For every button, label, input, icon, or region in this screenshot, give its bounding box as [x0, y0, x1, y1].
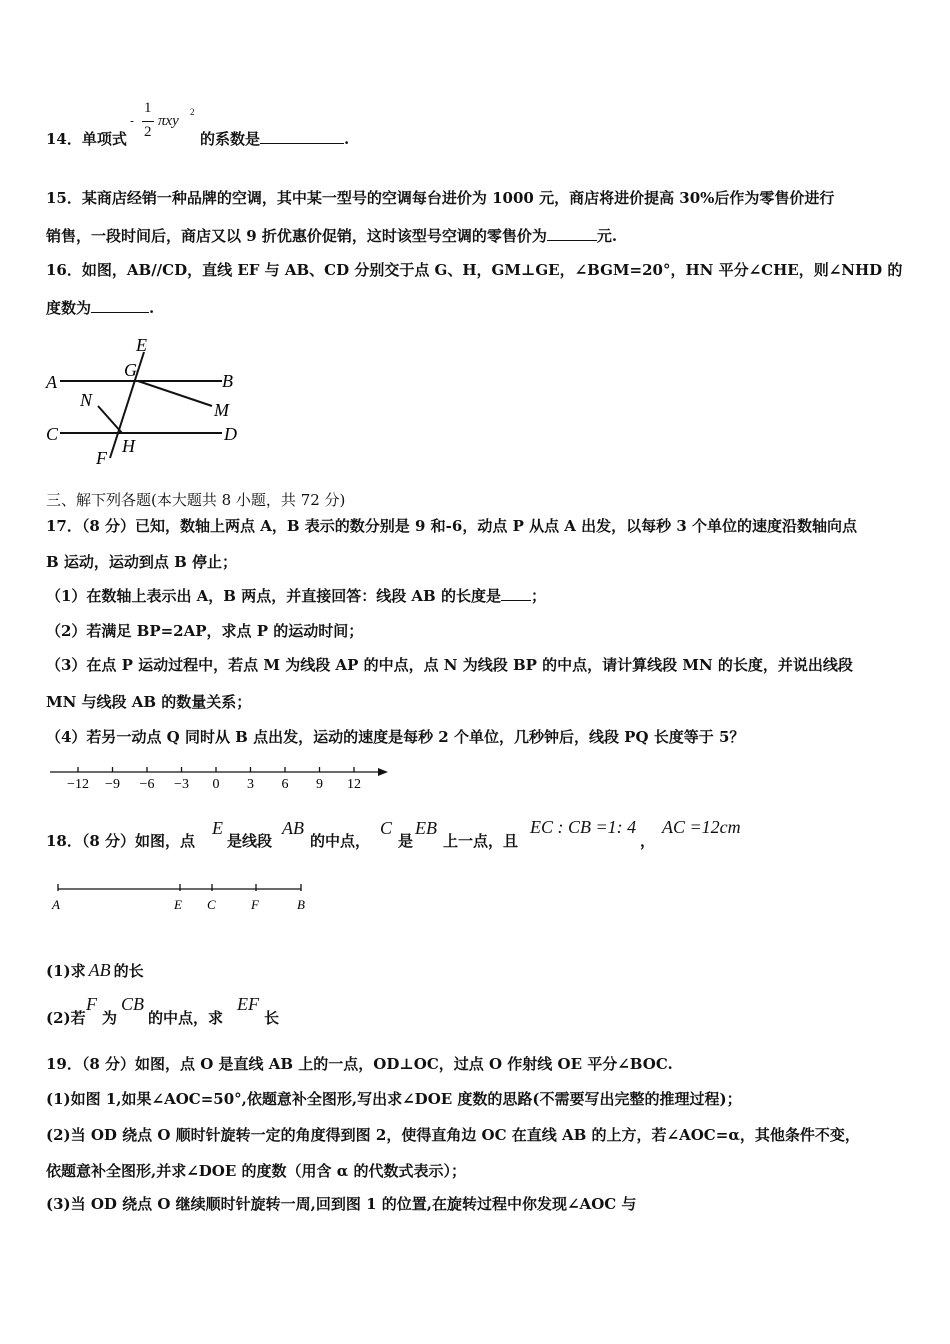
q16-answer-blank [91, 298, 149, 313]
q14-line [46, 128, 127, 149]
q18-sym-c: C [380, 818, 393, 838]
q15-answer-blank [547, 226, 597, 241]
label-d: D [224, 424, 237, 444]
axis-tick-label: 12 [347, 777, 361, 792]
q18-p2-text-d: 长 [264, 1009, 280, 1027]
q15-end: 元. [596, 227, 618, 245]
q15-line-2 [46, 225, 617, 246]
q17-part-3-line-1: （3）在点 P 运动过程中，若点 M 为线段 AP 的中点，点 N 为线段 BP 的中点，请计算线段 MN 的长度，并说出线段 [46, 656, 853, 674]
q17-line-1: 17．（8 分）已知，数轴上两点 A，B 表示的数分别是 9 和-6，动点 P 从点 A 出发，以每秒 3 个单位的速度沿数轴向点 [46, 517, 858, 535]
q14-variables: πxy [158, 113, 179, 129]
q18-p2-sym-ef: EF [237, 994, 259, 1014]
axis-tick-label: 3 [247, 777, 254, 792]
q18-ratio: EC : CB =1: 4 [530, 817, 637, 837]
q14-frac-den: 2 [144, 124, 152, 140]
q17-line-2: B 运动，运动到点 B 停止； [46, 553, 238, 571]
q15-text: 销售，一段时间后，商店又以 9 折优惠价促销，这时该型号空调的零售价为 [46, 227, 547, 245]
q18-part-1 [46, 960, 144, 981]
q18-line [46, 830, 195, 851]
q17-part-4: （4）若另一动点 Q 同时从 B 点出发，运动的速度是每秒 2 个单位，几秒钟后，线段 PQ 长度等于 5？ [46, 728, 745, 746]
q18-p2-sym-f: F [86, 994, 97, 1014]
axis-tick-label: −12 [67, 777, 89, 792]
seg-label-a: A [52, 897, 60, 912]
q19-line-1: 19．（8 分）如图，点 O 是直线 AB 上的一点，OD⊥OC，过点 O 作射线 OE 平分∠BOC. [46, 1055, 673, 1073]
axis-tick-label: −3 [174, 777, 189, 792]
q15-line-1: 15．某商店经销一种品牌的空调，其中某一型号的空调每台进价为 1000 元，商店将进价提高 30%后作为零售价进行 [46, 189, 835, 207]
q18-p1-ab: AB [88, 960, 111, 980]
seg-label-b: B [297, 897, 305, 912]
q14-exponent: 2 [190, 107, 195, 117]
q18-text-c: 的中点， [310, 832, 371, 850]
axis-tick-label: 9 [316, 777, 323, 792]
label-a: A [46, 372, 57, 392]
q18-p2-text-a: (2)若 [46, 1009, 86, 1027]
q17-part-1 [46, 585, 546, 606]
q17-part-2: （2）若满足 BP=2AP，求点 P 的运动时间； [46, 622, 364, 640]
q18-ac-length: AC =12cm [662, 817, 741, 837]
q14-end: . [344, 130, 350, 148]
label-c: C [46, 424, 59, 444]
q14-label: 14．单项式 [46, 130, 127, 148]
q16-end: . [149, 299, 155, 317]
q19-part-2-line-1: (2)当 OD 绕点 O 顺时针旋转一定的角度得到图 2，使得直角边 OC 在直线 AB 的上方，若∠AOC=α，其他条件不变， [46, 1126, 860, 1144]
number-line-arrow [378, 768, 388, 776]
q18-p2-text-b: 为 [102, 1009, 118, 1027]
q19-part-1: (1)如图 1,如果∠AOC=50°,依题意补全图形,写出求∠DOE 度数的思路(不需要写出完整的推理过程)； [46, 1090, 742, 1108]
ray-hn [98, 406, 122, 433]
label-h: H [122, 436, 135, 456]
axis-tick-label: −6 [139, 777, 155, 792]
axis-tick-label: 6 [281, 777, 289, 792]
q14-tail [200, 128, 349, 149]
label-m: M [214, 400, 229, 420]
q18-p2-text-c: 的中点，求 [148, 1009, 224, 1027]
q18-text-d: 是 [398, 832, 414, 850]
q19-part-3: (3)当 OD 绕点 O 继续顺时针旋转一周,回到图 1 的位置,在旋转过程中你发现∠AOC 与 [46, 1195, 637, 1213]
q17-p1-end: ； [530, 587, 546, 605]
label-g: G [124, 360, 137, 380]
section-3-heading: 三、解下列各题(本大题共 8 小题，共 72 分) [46, 491, 346, 509]
label-b: B [222, 371, 233, 391]
q18-text-e: 上一点，且 [443, 832, 519, 850]
q18-text-a: 18．（8 分）如图，点 [46, 832, 196, 850]
seg-label-e: E [174, 897, 182, 912]
q17-p1-text: （1）在数轴上表示出 A，B 两点，并直接回答：线段 AB 的长度是 [46, 587, 501, 605]
seg-label-f: F [251, 897, 259, 912]
q18-p2-sym-cb: CB [121, 994, 145, 1014]
q14-frac-num: 1 [144, 100, 152, 116]
label-n: N [80, 390, 93, 410]
q18-p1-text: (1)求 [46, 962, 86, 980]
q14-text: 的系数是 [200, 130, 261, 148]
q16-text: 度数为 [46, 299, 92, 317]
q19-part-2-line-2: 依题意补全图形,并求∠DOE 的度数（用含 α 的代数式表示）； [46, 1162, 467, 1180]
q18-text-b: 是线段 [227, 832, 273, 850]
q14-frac-bar [142, 121, 154, 122]
axis-tick-label: −9 [105, 777, 120, 792]
q17-p1-blank [501, 586, 531, 601]
label-e: E [136, 335, 147, 355]
q18-segment-figure [48, 878, 318, 918]
q14-neg: - [130, 114, 135, 128]
number-line [44, 760, 394, 794]
q18-sym-e: E [212, 818, 223, 838]
q18-sym-ab: AB [282, 818, 304, 838]
q18-sym-eb: EB [415, 818, 437, 838]
q14-monomial [128, 100, 200, 148]
q16-figure [40, 330, 260, 470]
q16-line-1: 16．如图，AB//CD，直线 EF 与 AB、CD 分别交于点 G、H，GM⊥GE，∠BGM=20°，HN 平分∠CHE，则∠NHD 的 [46, 261, 903, 279]
seg-label-c: C [207, 897, 216, 912]
ray-gm [138, 381, 212, 406]
q16-line-2 [46, 297, 154, 318]
q18-p1-end: 的长 [113, 962, 144, 980]
label-f: F [96, 448, 107, 468]
q18-comma: ， [640, 832, 656, 850]
q17-part-3-line-2: MN 与线段 AB 的数量关系； [46, 693, 252, 711]
axis-tick-label: 0 [212, 777, 220, 792]
q14-answer-blank [260, 129, 344, 144]
